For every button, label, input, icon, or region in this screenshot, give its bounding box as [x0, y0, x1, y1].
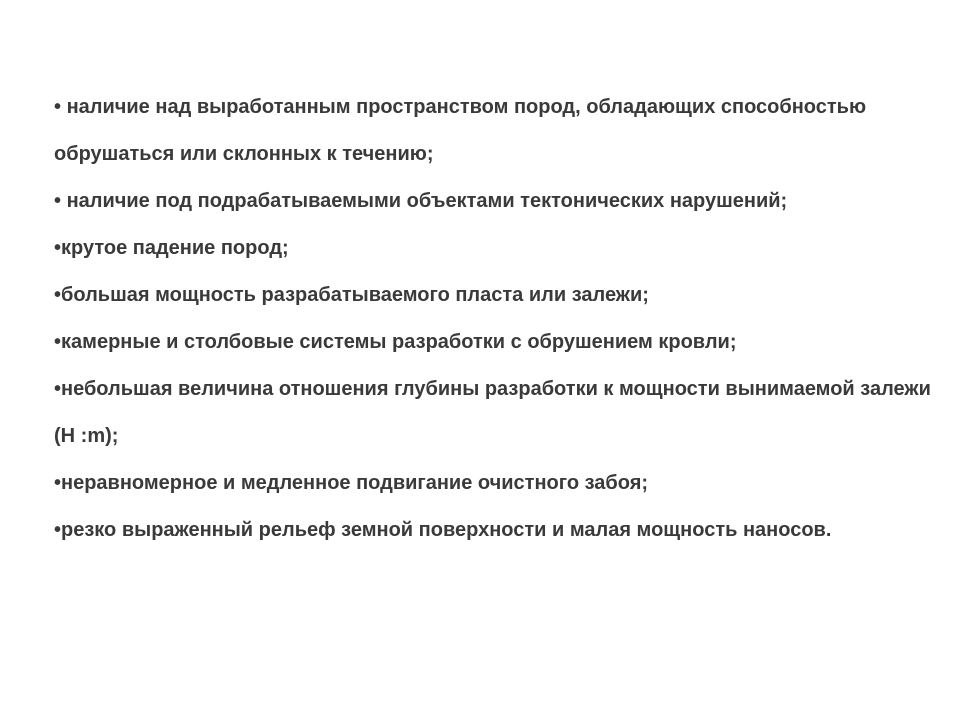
list-item — [54, 319, 934, 366]
list-item — [54, 460, 934, 507]
bullet-marker: • — [54, 190, 62, 212]
bullet-marker: • — [54, 519, 62, 541]
list-item-text: камерные и столбовые системы разработки с обрушением кровли; — [61, 331, 737, 353]
bullet-marker: • — [54, 284, 62, 306]
bullet-marker: • — [54, 237, 62, 259]
list-item-text: большая мощность разрабатываемого пласта или залежи; — [61, 284, 649, 306]
list-item — [54, 366, 934, 460]
bullet-marker: • — [54, 472, 62, 494]
list-item-text: наличие над выработанным пространством пород, обладающих способностью обрушаться или склонных к течению; — [54, 96, 867, 165]
list-item — [54, 225, 934, 272]
list-item — [54, 272, 934, 319]
bullet-marker: • — [54, 331, 62, 353]
list-item-text: резко выраженный рельеф земной поверхности и малая мощность наносов. — [61, 519, 832, 541]
list-item-text: наличие под подрабатываемыми объектами тектонических нарушений; — [61, 190, 788, 212]
list-item — [54, 84, 934, 178]
list-item — [54, 178, 934, 225]
list-item — [54, 507, 934, 554]
list-item-text: небольшая величина отношения глубины разработки к мощности вынимаемой залежи (Н :m); — [54, 378, 931, 447]
list-item-text: неравномерное и медленное подвигание очистного забоя; — [61, 472, 649, 494]
bullet-marker: • — [54, 96, 62, 118]
list-item-text: крутое падение пород; — [61, 237, 289, 259]
bullet-marker: • — [54, 378, 62, 400]
bullet-list — [54, 84, 934, 554]
